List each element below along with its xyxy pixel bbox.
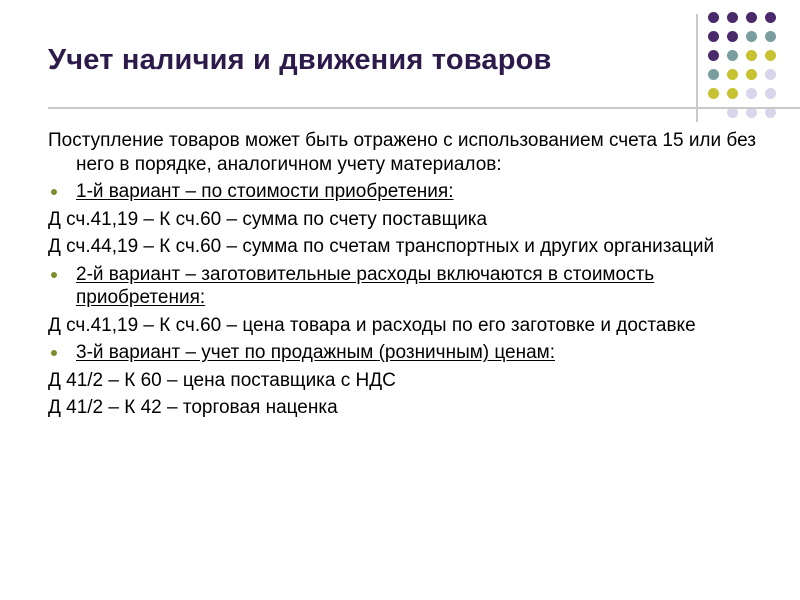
decorative-dot bbox=[765, 88, 776, 99]
slide-title: Учет наличия и движения товаров bbox=[48, 44, 552, 76]
entry-line-1: Д сч.41,19 – К сч.60 – сумма по счету поставщика bbox=[48, 208, 488, 230]
decorative-dot bbox=[708, 31, 719, 42]
decorative-dot bbox=[746, 50, 757, 61]
bullet-variant-3 bbox=[48, 341, 768, 365]
decorative-dot bbox=[727, 31, 738, 42]
decorative-dot bbox=[746, 69, 757, 80]
decorative-dot bbox=[765, 31, 776, 42]
decorative-dot bbox=[708, 69, 719, 80]
entry-line-5: Д 41/2 – К 42 – торговая наценка bbox=[48, 397, 338, 418]
variant-2-heading: 2-й вариант – заготовительные расходы включаются в стоимость приобретения: bbox=[76, 263, 655, 308]
vertical-divider bbox=[696, 14, 698, 122]
decorative-dot bbox=[765, 69, 776, 80]
decorative-dot bbox=[708, 50, 719, 61]
entry-line-3: Д сч.41,19 – К сч.60 – цена товара и расходы по его заготовке и доставке bbox=[48, 314, 696, 336]
decorative-dot bbox=[727, 88, 738, 99]
bullet-dot-icon bbox=[51, 272, 57, 278]
slide-body bbox=[48, 129, 768, 424]
bullet-dot-icon bbox=[51, 189, 57, 195]
decorative-dot bbox=[727, 50, 738, 61]
horizontal-divider bbox=[48, 107, 800, 109]
decorative-dot bbox=[765, 12, 776, 23]
bullet-dot-icon bbox=[51, 350, 57, 356]
bullet-variant-1 bbox=[48, 180, 768, 204]
intro-paragraph: Поступление товаров может быть отражено с использованием счета 15 или без него в порядке, аналогичном учету материалов: bbox=[48, 130, 756, 175]
entry-line-4: Д 41/2 – К 60 – цена поставщика с НДС bbox=[48, 369, 396, 391]
decorative-dot bbox=[746, 12, 757, 23]
bullet-variant-2 bbox=[48, 263, 768, 310]
decorative-dot bbox=[746, 88, 757, 99]
decorative-dot bbox=[727, 12, 738, 23]
variant-3-heading: 3-й вариант – учет по продажным (розничным) ценам: bbox=[76, 342, 556, 363]
decorative-dot bbox=[746, 31, 757, 42]
entry-line-2: Д сч.44,19 – К сч.60 – сумма по счетам транспортных и других организаций bbox=[48, 236, 715, 257]
decorative-dot bbox=[765, 50, 776, 61]
variant-1-heading: 1-й вариант – по стоимости приобретения: bbox=[76, 181, 454, 202]
decorative-dot bbox=[708, 12, 719, 23]
decorative-dot bbox=[708, 88, 719, 99]
decorative-dot bbox=[727, 69, 738, 80]
